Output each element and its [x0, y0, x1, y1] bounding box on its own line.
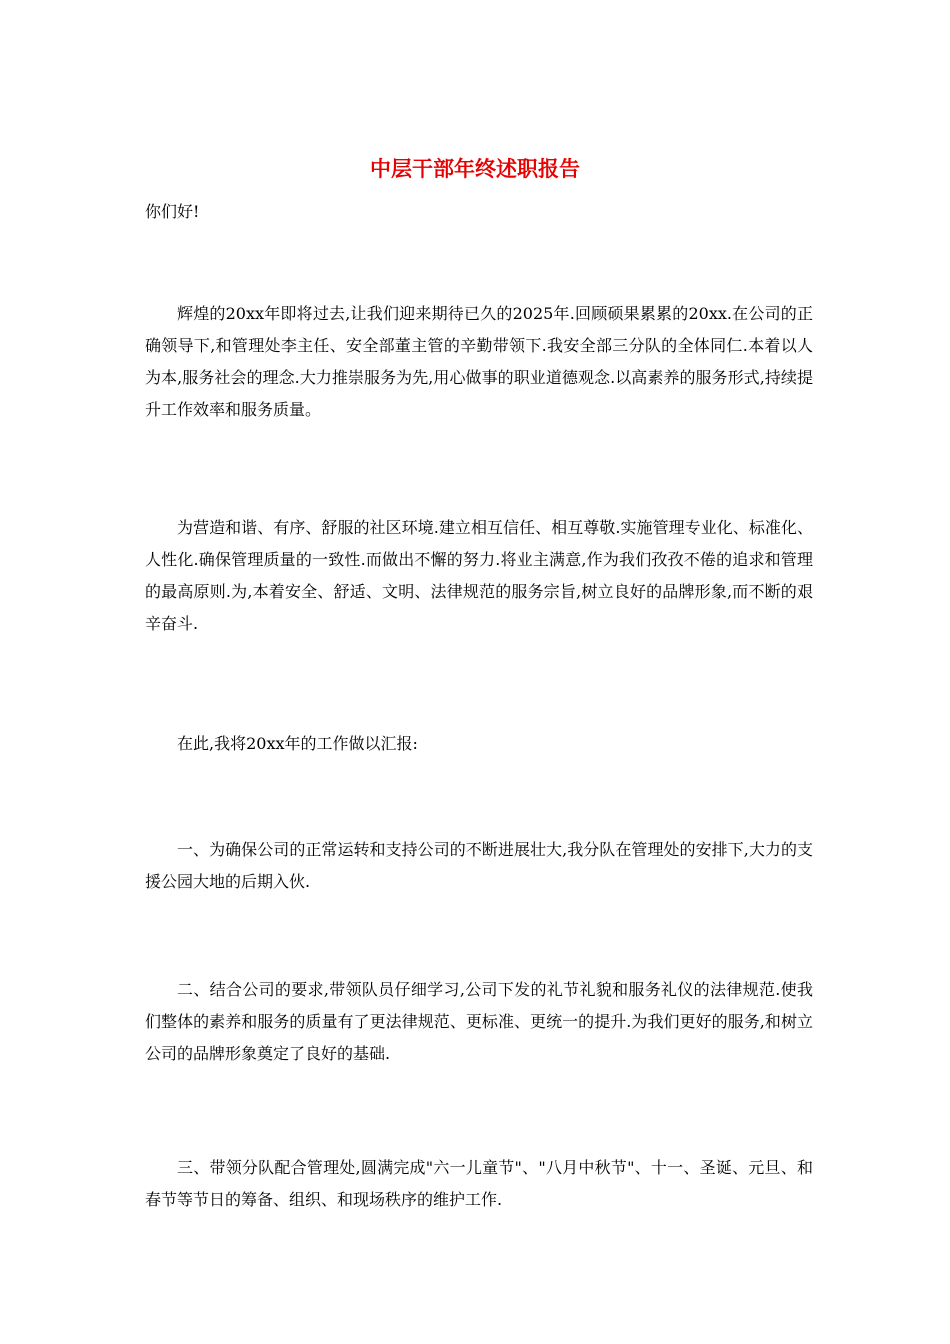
paragraph-4: 一、为确保公司的正常运转和支持公司的不断进展壮大,我分队在管理处的安排下,大力的支援公园大地的后期入伙. [145, 840, 813, 891]
paragraph-2: 为营造和谐、有序、舒服的社区环境.建立相互信任、相互尊敬.实施管理专业化、标准化、人性化.确保管理质量的一致性.而做出不懈的努力.将业主满意,作为我们孜孜不倦的追求和管理的最高原则.为,本着安全、舒适、文明、法律规范的服务宗旨,树立良好的品牌形象,而不断的艰辛奋斗. [145, 518, 813, 633]
paragraph-5: 二、结合公司的要求,带领队员仔细学习,公司下发的礼节礼貌和服务礼仪的法律规范.使我们整体的素养和服务的质量有了更法律规范、更标准、更统一的提升.为我们更好的服务,和树立公司的品牌形象奠定了良好的基础. [145, 980, 813, 1063]
paragraph-3: 在此,我将20xx年的工作做以汇报: [177, 734, 418, 753]
paragraph-1: 辉煌的20xx年即将过去,让我们迎来期待已久的2025年.回顾硕果累累的20xx.在公司的正确领导下,和管理处李主任、安全部董主管的辛勤带领下.我安全部三分队的全体同仁.本着以人为本,服务社会的理念.大力推崇服务为先,用心做事的职业道德观念.以高素养的服务形式,持续提升工作效率和服务质量。 [145, 304, 813, 419]
document-title: 中层干部年终述职报告 [370, 157, 580, 181]
greeting: 你们好! [145, 202, 200, 221]
paragraph-6: 三、带领分队配合管理处,圆满完成"六一儿童节"、"八月中秋节"、十一、圣诞、元旦、和春节等节日的筹备、组织、和现场秩序的维护工作. [145, 1158, 813, 1209]
